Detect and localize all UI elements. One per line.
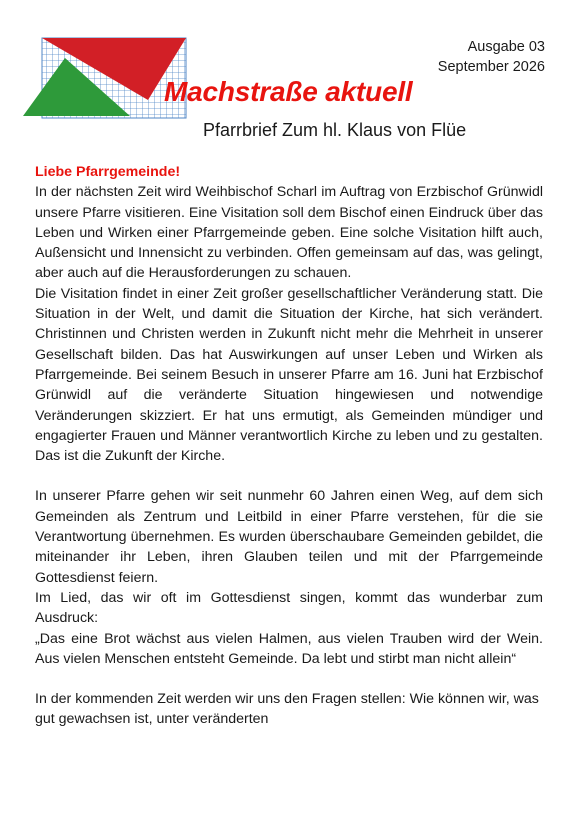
issue-info (438, 37, 545, 77)
issue-number: Ausgabe 03 (467, 39, 545, 55)
salutation: Liebe Pfarrgemeinde! (35, 164, 181, 180)
issue-date: September 2026 (437, 59, 545, 75)
paragraph-5: In der kommenden Zeit werden wir uns den Fragen stellen: Wie können wir, was gut gewachsen ist, unter veränderten (35, 691, 539, 728)
paragraph-2: Die Visitation findet in einer Zeit großer gesellschaftlicher Veränderung statt. Die Situation in der Welt, und damit die Situation der Kirche, hat sich verändert. Christinnen und Christen werden in Zukunft nicht mehr die Mehrheit in unserer Gesellschaft bilden. Das hat Auswirkungen auf unser Leben und Wirken als Pfarrgemeinde. Bei seinem Besuch in unserer Pfarre am 16. Juni hat Erzbischof Grünwidl auf die veränderte Situation hingewiesen und notwendige Veränderungen skizziert. Er hat uns ermutigt, als Gemeinden mündiger und engagierter Frauen und Männer verantwortlich Kirche zu leben und zu gestalten. Das ist die Zukunft der Kirche. (35, 285, 543, 465)
paragraph-3: In unserer Pfarre gehen wir seit nunmehr 60 Jahren einen Weg, auf dem sich Gemeinden als Zentrum und Leitbild in einer Pfarre verstehen, für die sie Verantwortung übernehmen. Es wurden überschaubare Gemeinden gebildet, die miteinander ihr Leben, ihren Glauben teilen und mit der Pfarrgemeinde Gottesdienst feiern. (35, 488, 543, 586)
song-quote: „Das eine Brot wächst aus vielen Halmen, aus vielen Trauben wird der Wein. Aus vielen Menschen entsteht Gemeinde. Da lebt und stirbt man nicht allein“ (35, 630, 543, 667)
paragraph-1: In der nächsten Zeit wird Weihbischof Scharl im Auftrag von Erzbischof Grünwidl unsere Pfarre visitieren. Eine Visitation soll dem Bischof einen Eindruck über das Leben und Wirken einer Pfarrgemeinde geben. Eine solche Visitation hilft auch, Außensicht und Innensicht zu verbinden. Offen gemeinsam auf das, was gelingt, aber auch auf die Herausforderungen zu schauen. (35, 184, 543, 282)
newsletter-subtitle: Pfarrbrief Zum hl. Klaus von Flüe (203, 120, 467, 140)
paragraph-4: Im Lied, das wir oft im Gottesdienst singen, kommt das wunderbar zum Ausdruck: (35, 589, 543, 627)
newsletter-title: Machstraße aktuell (164, 76, 413, 107)
letter-body (35, 162, 543, 730)
